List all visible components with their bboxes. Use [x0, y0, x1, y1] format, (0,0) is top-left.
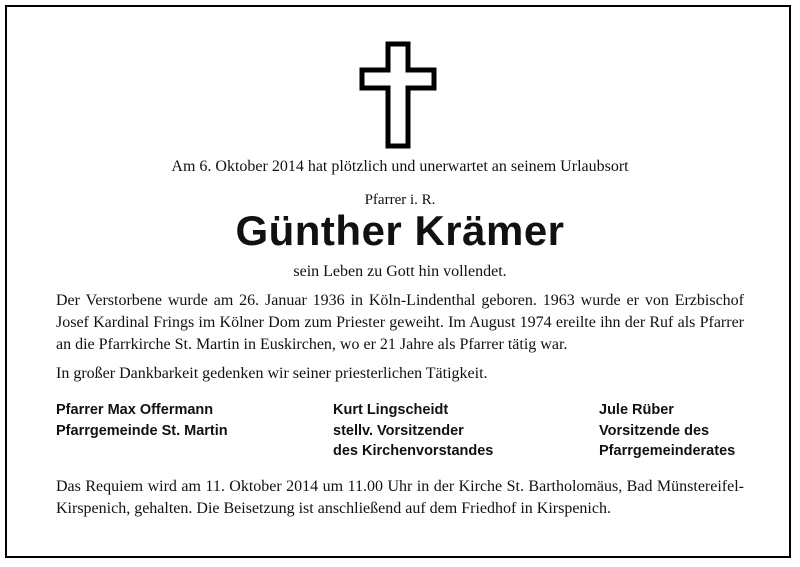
signatory-line: Pfarrgemeinderates — [599, 443, 736, 459]
intro-text: Am 6. Oktober 2014 hat plötzlich und unerwartet an seinem Urlaubsort — [171, 158, 629, 175]
cross-icon — [358, 40, 438, 150]
signatory-line: Jule Rüber — [599, 402, 674, 418]
closing-text: sein Leben zu Gott hin vollendet. — [293, 263, 507, 280]
signatory-2 — [333, 400, 493, 462]
signatory-line: stellv. Vorsitzender — [333, 422, 464, 439]
biography-paragraph: Der Verstorbene wurde am 26. Januar 1936 in Köln-Lindenthal geboren. 1963 wurde er von Erzbischof Josef Kardinal Frings im Kölner Dom zum Priester geweiht. Im August 1974 ereilte ihn der Ruf als Pfarrer an die Pfarrkirche St. Martin in Euskirchen, wo er 21 Jahre als Pfarrer tätig war. — [56, 292, 744, 353]
signatory-line: des Kirchenvorstandes — [333, 443, 494, 459]
signatory-line: Pfarrgemeinde St. Martin — [56, 422, 228, 439]
signatory-line: Vorsitzende des — [599, 422, 710, 439]
signatory-3 — [599, 400, 735, 462]
thanks-paragraph: In großer Dankbarkeit gedenken wir seiner priesterlichen Tätigkeit. — [56, 365, 488, 382]
deceased-name: Günther Krämer — [235, 207, 565, 254]
signatory-1 — [56, 400, 228, 441]
signatory-line: Pfarrer Max Offermann — [56, 402, 214, 418]
clerical-title: Pfarrer i. R. — [364, 192, 436, 208]
requiem-paragraph: Das Requiem wird am 11. Oktober 2014 um 11.00 Uhr in der Kirche St. Bartholomäus, Bad Münstereifel-Kirspenich, gehalten. Die Beisetzung ist anschließend auf dem Friedhof in Kirspenich. — [56, 478, 744, 517]
signatory-line: Kurt Lingscheidt — [333, 402, 449, 418]
